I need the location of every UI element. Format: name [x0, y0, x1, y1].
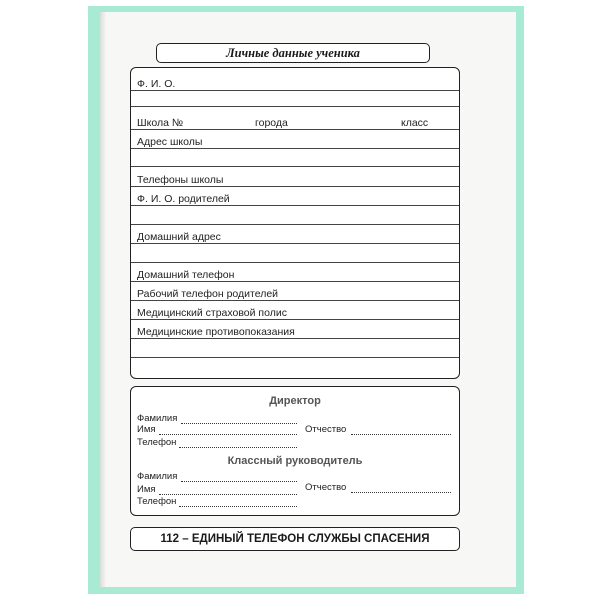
label-parents-work-phone: Рабочий телефон родителей	[137, 288, 279, 300]
contacts-box	[130, 386, 460, 516]
label-school-no: Школа №	[137, 117, 184, 129]
form-row-school	[131, 107, 459, 130]
label-class: класс	[401, 117, 429, 129]
form-row-home-phone	[131, 263, 459, 282]
form-row-parents-fio	[131, 187, 459, 206]
label-school-address: Адрес школы	[137, 136, 203, 148]
form-row-school-phones	[131, 167, 459, 187]
form-row-fio	[131, 68, 459, 91]
teacher-name-line	[159, 486, 297, 495]
director-name-line	[159, 426, 297, 435]
label-school-phones: Телефоны школы	[137, 174, 224, 186]
label-fio: Ф. И. О.	[137, 78, 176, 90]
form-row-medical-policy	[131, 301, 459, 320]
form-row-home-address	[131, 225, 459, 244]
director-phone-label: Телефон	[137, 437, 177, 448]
form-row-school-address	[131, 130, 459, 149]
director-title: Директор	[269, 395, 321, 407]
form-row-parents-work-phone	[131, 282, 459, 301]
student-data-form	[130, 67, 460, 379]
label-medical-contraindications: Медицинские противопоказания	[137, 326, 295, 338]
teacher-patronymic-label: Отчество	[305, 482, 347, 493]
director-patronymic-label: Отчество	[305, 424, 347, 435]
teacher-name-label: Имя	[137, 484, 156, 495]
label-medical-policy: Медицинский страховой полис	[137, 307, 287, 319]
teacher-surname-label: Фамилия	[137, 471, 178, 482]
director-patronymic-line	[351, 426, 451, 435]
form-row-parents-fio-blank	[131, 206, 459, 225]
form-row-home-address-blank	[131, 244, 459, 263]
director-surname-line	[181, 415, 297, 424]
form-row-medical-blank	[131, 339, 459, 358]
teacher-phone-label: Телефон	[137, 496, 177, 507]
teacher-patronymic-line	[351, 484, 451, 493]
teacher-phone-line	[179, 498, 297, 507]
label-home-address: Домашний адрес	[137, 231, 221, 243]
class-teacher-title: Классный руководитель	[227, 455, 363, 467]
page-binding-shadow	[100, 12, 106, 587]
form-row-school-address-blank	[131, 149, 459, 167]
director-phone-line	[179, 439, 297, 448]
form-row-fio-blank	[131, 91, 459, 107]
teacher-surname-line	[181, 473, 297, 482]
page-title-text: Личные данные ученика	[226, 45, 360, 60]
form-row-medical-contraindications	[131, 320, 459, 339]
emergency-text: 112 – ЕДИНЫЙ ТЕЛЕФОН СЛУЖБЫ СПАСЕНИЯ	[160, 533, 430, 545]
label-parents-fio: Ф. И. О. родителей	[137, 193, 230, 205]
page-title	[156, 43, 430, 63]
director-name-label: Имя	[137, 424, 156, 435]
label-city: города	[255, 117, 288, 129]
director-surname-label: Фамилия	[137, 413, 178, 424]
emergency-banner	[130, 527, 460, 551]
label-home-phone: Домашний телефон	[137, 269, 235, 281]
